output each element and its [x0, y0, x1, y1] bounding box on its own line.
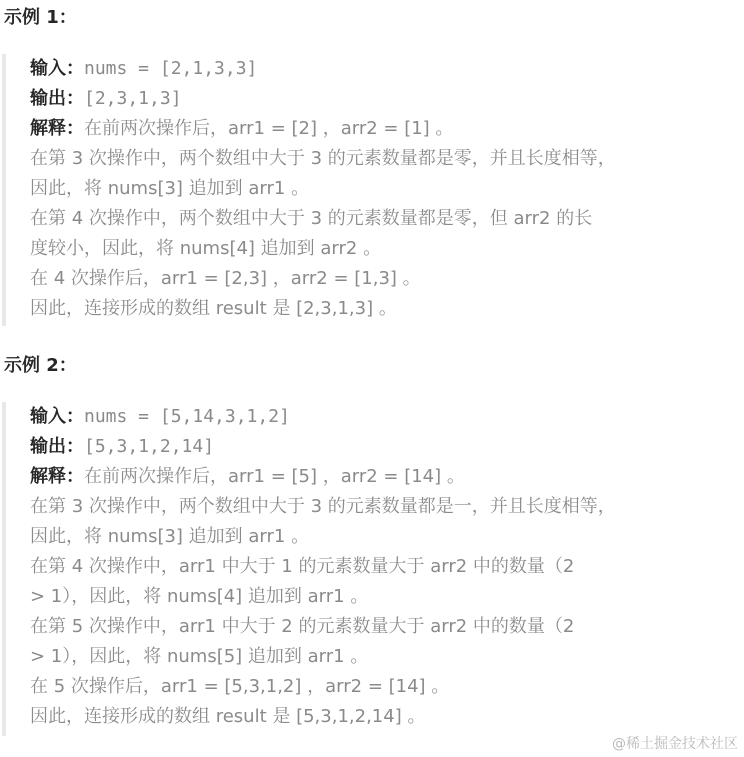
explain-line: 度较小，因此，将 nums[4] 追加到 arr2 。 — [30, 238, 382, 259]
example-2-block — [2, 402, 740, 736]
explain-line: 因此，将 nums[3] 追加到 arr1 。 — [30, 526, 310, 547]
explain-line: 在第 5 次操作中，arr1 中大于 2 的元素数量大于 arr2 中的数量（2 — [30, 616, 575, 637]
input-label: 输入： — [30, 58, 84, 79]
explain-line: 在第 3 次操作中，两个数组中大于 3 的元素数量都是一，并且长度相等， — [30, 496, 616, 517]
output-label: 输出： — [30, 88, 84, 109]
explain-line: 在第 4 次操作中，两个数组中大于 3 的元素数量都是零，但 arr2 的长 — [30, 208, 593, 229]
example-2-output-line — [30, 432, 740, 462]
explain-text: 在前两次操作后，arr1 = [2] ，arr2 = [1] 。 — [84, 118, 454, 139]
explain-line: 因此，连接形成的数组 result 是 [5,3,1,2,14] 。 — [30, 706, 426, 727]
explain-line: > 1），因此，将 nums[5] 追加到 arr1 。 — [30, 646, 369, 667]
input-label: 输入： — [30, 406, 84, 427]
example-1-block — [2, 54, 740, 326]
explain-line: 在 4 次操作后，arr1 = [2,3] ，arr2 = [1,3] 。 — [30, 268, 421, 289]
explain-line: 因此，连接形成的数组 result 是 [2,3,1,3] 。 — [30, 298, 397, 319]
explain-line: 因此，将 nums[3] 追加到 arr1 。 — [30, 178, 310, 199]
input-value: nums = [5,14,3,1,2] — [84, 406, 290, 427]
explain-line: 在第 3 次操作中，两个数组中大于 3 的元素数量都是零，并且长度相等， — [30, 148, 616, 169]
example-1-output-line — [30, 84, 740, 114]
output-value: [2,3,1,3] — [84, 88, 182, 109]
explain-label: 解释： — [30, 466, 84, 487]
explain-line: 在 5 次操作后，arr1 = [5,3,1,2] ，arr2 = [14] 。 — [30, 676, 450, 697]
explain-text: 在前两次操作后，arr1 = [5] ，arr2 = [14] 。 — [84, 466, 465, 487]
example-1-input-line — [30, 54, 740, 84]
example-2-heading: 示例 2： — [4, 355, 77, 376]
watermark: @稀土掘金技术社区 — [612, 736, 738, 752]
output-value: [5,3,1,2,14] — [84, 436, 215, 457]
example-2-input-line — [30, 402, 740, 432]
input-value: nums = [2,1,3,3] — [84, 58, 258, 79]
explain-line: 在第 4 次操作中，arr1 中大于 1 的元素数量大于 arr2 中的数量（2 — [30, 556, 575, 577]
explain-line: > 1），因此，将 nums[4] 追加到 arr1 。 — [30, 586, 369, 607]
example-2-explain-line — [30, 462, 740, 492]
example-1-explain-line — [30, 114, 740, 144]
output-label: 输出： — [30, 436, 84, 457]
example-1-heading: 示例 1： — [4, 7, 77, 28]
explain-label: 解释： — [30, 118, 84, 139]
